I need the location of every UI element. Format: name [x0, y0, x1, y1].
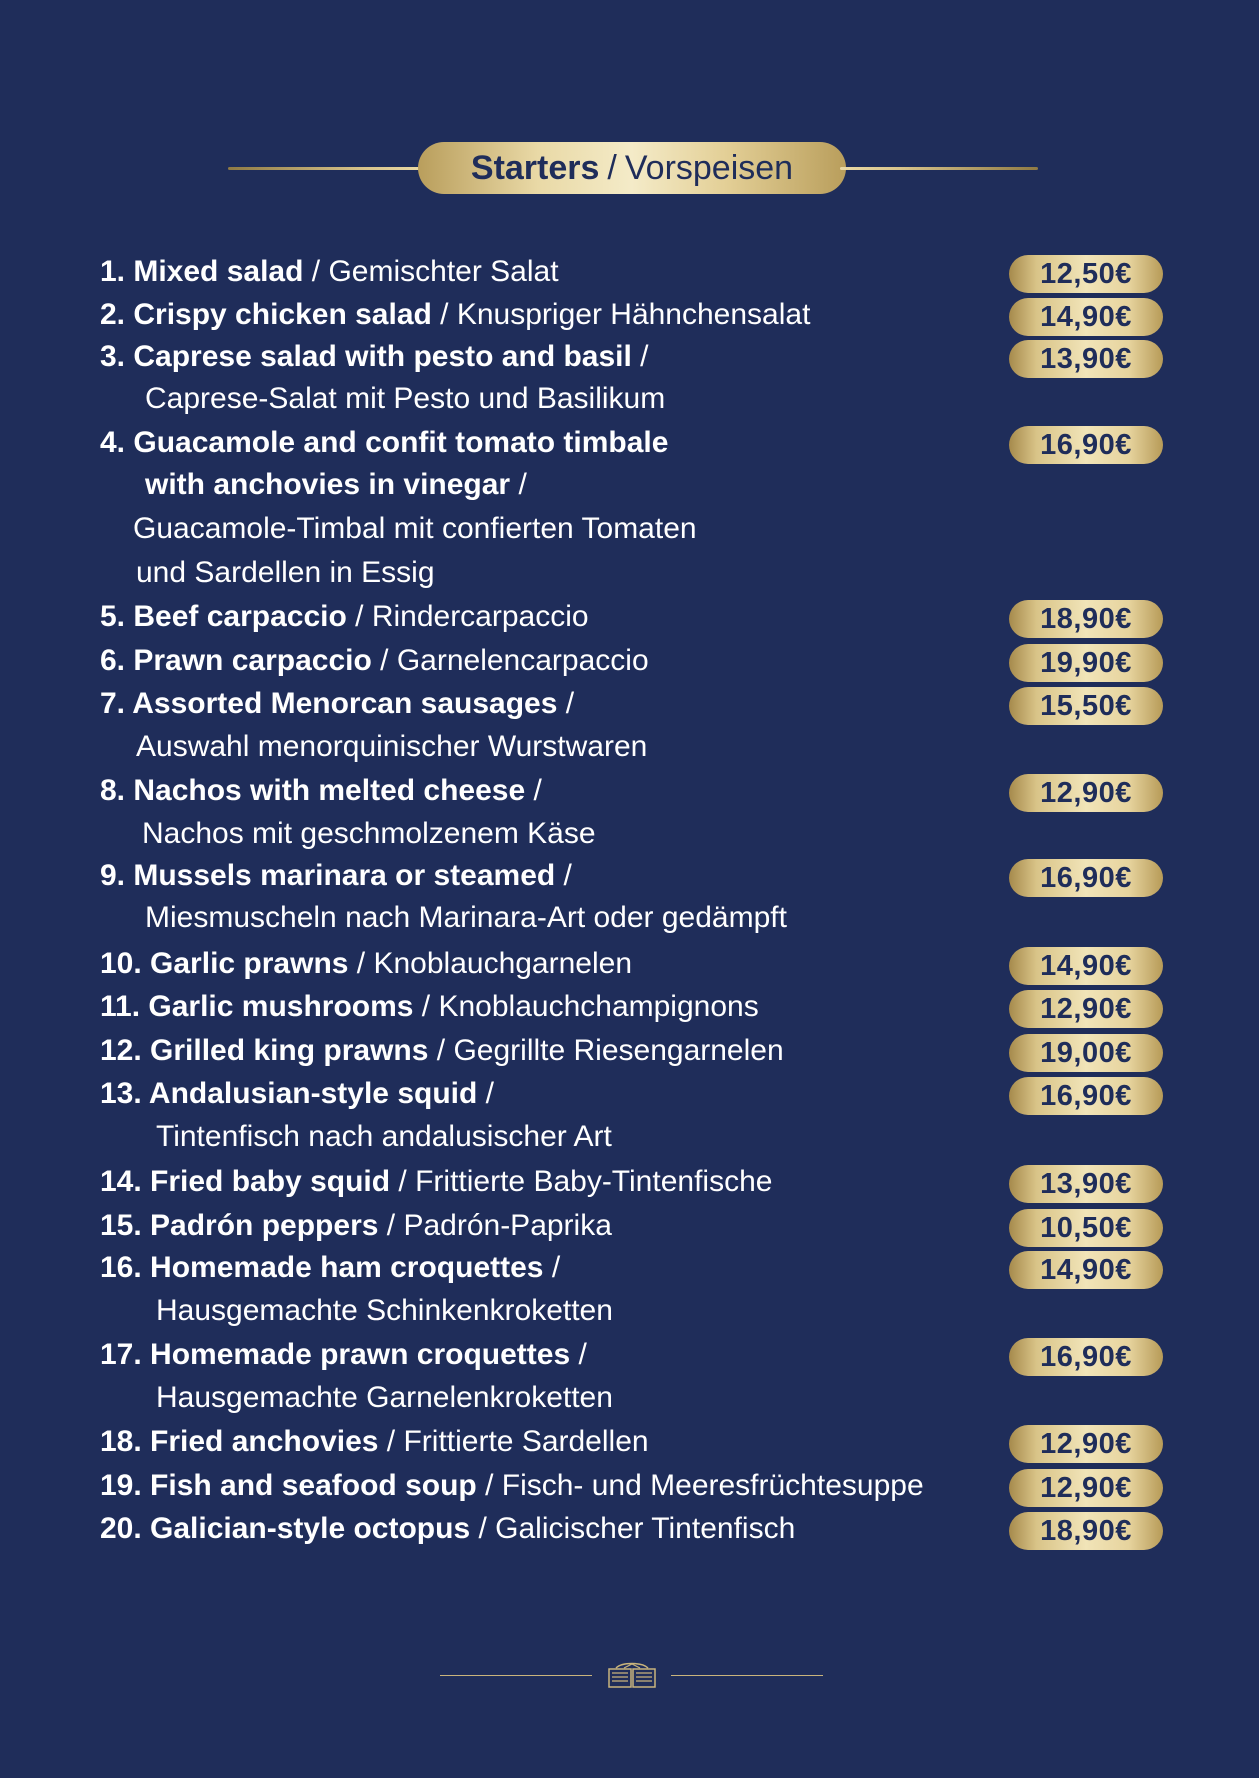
price-badge: 19,00€ [1009, 1034, 1163, 1072]
menu-item [0, 252, 1259, 292]
item-title [100, 1162, 772, 1202]
price-badge: 19,90€ [1009, 644, 1163, 682]
item-name-de: Frittierte Sardellen [403, 1425, 649, 1458]
item-translation [156, 1117, 612, 1157]
item-translation [145, 898, 787, 938]
item-name-en: 15. Padrón peppers [100, 1209, 379, 1242]
menu-item [0, 597, 1259, 637]
price-badge: 15,50€ [1009, 687, 1163, 725]
price-badge: 14,90€ [1009, 1251, 1163, 1289]
item-name-de: Knoblauchchampignons [438, 990, 759, 1023]
item-title [100, 771, 542, 811]
item-name-de: Garnelencarpaccio [396, 644, 649, 677]
item-separator: / [525, 774, 542, 807]
price-badge: 18,90€ [1009, 1512, 1163, 1550]
section-title-separator: / [607, 148, 617, 187]
item-separator: / [510, 468, 527, 501]
menu-item [0, 987, 1259, 1027]
item-title-continued [145, 465, 527, 505]
item-name-de: Frittierte Baby-Tintenfische [415, 1165, 773, 1198]
item-name-de: Fisch- und Meeresfrüchtesuppe [501, 1469, 924, 1502]
item-name-en: 11. Garlic mushrooms [100, 990, 414, 1023]
price-badge: 10,50€ [1009, 1209, 1163, 1247]
price-badge: 18,90€ [1009, 600, 1163, 638]
menu-item [0, 1335, 1259, 1414]
menu-item [0, 771, 1259, 850]
menu-item [0, 295, 1259, 335]
item-separator: / [431, 298, 457, 331]
item-title [100, 684, 574, 724]
item-separator: / [413, 990, 439, 1023]
item-separator: / [470, 1512, 496, 1545]
item-title [100, 1422, 649, 1462]
item-name-de: Auswahl menorquinischer Wurstwaren [136, 730, 648, 763]
price-badge: 16,90€ [1009, 1077, 1163, 1115]
item-title [100, 987, 759, 1027]
item-translation [156, 1291, 613, 1331]
menu-item [0, 1031, 1259, 1071]
menu-item [0, 337, 1259, 415]
item-name-de: Nachos mit geschmolzenem Käse [142, 817, 596, 850]
price-badge: 16,90€ [1009, 426, 1163, 464]
menu-item [0, 1162, 1259, 1202]
item-title [100, 1206, 612, 1246]
item-name-en: 3. Caprese salad with pesto and basil [100, 340, 632, 373]
item-separator: / [348, 947, 374, 980]
price-badge: 12,90€ [1009, 1425, 1163, 1463]
menu-item [0, 423, 1259, 589]
item-separator: / [631, 340, 649, 373]
section-title-en: Starters [470, 148, 600, 187]
item-title [100, 337, 649, 377]
price-badge: 12,50€ [1009, 255, 1163, 293]
item-name-en: 10. Garlic prawns [100, 947, 349, 980]
item-title [100, 1509, 795, 1549]
item-name-de: Knoblauchgarnelen [373, 947, 633, 980]
menu-item [0, 1248, 1259, 1327]
item-name-en: 2. Crispy chicken salad [100, 298, 432, 331]
item-name-en: 5. Beef carpaccio [100, 600, 347, 633]
item-title [100, 1031, 784, 1071]
item-name-de: Gegrillte Riesengarnelen [453, 1034, 784, 1067]
item-title [100, 1335, 587, 1375]
item-title [100, 944, 632, 984]
item-name-en: 13. Andalusian-style squid [100, 1077, 478, 1110]
price-badge: 12,90€ [1009, 990, 1163, 1028]
item-title [100, 295, 810, 335]
item-name-en: 20. Galician-style octopus [100, 1512, 471, 1545]
price-badge: 13,90€ [1009, 1165, 1163, 1203]
item-separator: / [303, 255, 329, 288]
item-name-de: Caprese-Salat mit Pesto und Basilikum [145, 382, 666, 415]
item-title [100, 1248, 560, 1288]
item-name-en: 7. Assorted Menorcan sausages [100, 687, 558, 720]
menu-item [0, 1074, 1259, 1153]
item-translation [156, 1378, 613, 1418]
item-title [100, 1074, 494, 1114]
item-title [100, 641, 649, 681]
footer-divider-right [671, 1675, 823, 1676]
item-title [100, 856, 572, 896]
item-title [100, 597, 589, 637]
item-name-en: 12. Grilled king prawns [100, 1034, 429, 1067]
book-logo-icon [606, 1660, 658, 1692]
header-divider-left [228, 167, 424, 170]
item-name-en: 19. Fish and seafood soup [100, 1469, 477, 1502]
item-name-en: 17. Homemade prawn croquettes [100, 1338, 571, 1371]
item-translation-continued [136, 553, 435, 593]
menu-item [0, 1509, 1259, 1549]
menu-item [0, 684, 1259, 763]
menu-item [0, 1206, 1259, 1246]
menu-item [0, 1422, 1259, 1462]
price-badge: 16,90€ [1009, 1338, 1163, 1376]
item-separator: / [378, 1209, 404, 1242]
price-badge: 16,90€ [1009, 859, 1163, 897]
item-name-en: 9. Mussels marinara or steamed [100, 859, 556, 892]
price-badge: 12,90€ [1009, 1469, 1163, 1507]
item-name-en: 8. Nachos with melted cheese [100, 774, 526, 807]
item-translation [145, 379, 665, 419]
item-title [100, 252, 559, 292]
menu-item [0, 856, 1259, 934]
footer-ornament [0, 1660, 1259, 1692]
menu-item [0, 641, 1259, 681]
item-name-de: Hausgemachte Garnelenkroketten [156, 1381, 613, 1414]
item-name-de: Guacamole-Timbal mit confierten Tomaten [133, 512, 697, 545]
item-translation [133, 509, 697, 549]
item-name-en: 16. Homemade ham croquettes [100, 1251, 544, 1284]
item-translation [136, 727, 647, 767]
item-separator: / [543, 1251, 561, 1284]
item-name-de-line2: und Sardellen in Essig [136, 556, 435, 589]
item-name-de: Galicischer Tintenfisch [495, 1512, 796, 1545]
item-title [100, 1466, 924, 1506]
item-name-de: Hausgemachte Schinkenkroketten [156, 1294, 613, 1327]
item-separator: / [557, 687, 575, 720]
item-separator: / [476, 1469, 502, 1502]
item-name-de: Tintenfisch nach andalusischer Art [156, 1120, 612, 1153]
price-badge: 12,90€ [1009, 774, 1163, 812]
item-separator: / [570, 1338, 587, 1371]
item-name-en: 4. Guacamole and confit tomato timbale [100, 426, 669, 459]
item-title [100, 423, 668, 463]
item-separator: / [371, 644, 397, 677]
section-title-de: Vorspeisen [624, 148, 794, 187]
item-name-de: Miesmuscheln nach Marinara-Art oder gedämpft [145, 901, 787, 934]
price-badge: 14,90€ [1009, 947, 1163, 985]
item-separator: / [477, 1077, 494, 1110]
item-name-de: Knuspriger Hähnchensalat [456, 298, 811, 331]
header-divider-right [840, 167, 1038, 170]
section-header [0, 142, 1259, 194]
item-name-en: 6. Prawn carpaccio [100, 644, 372, 677]
item-separator: / [428, 1034, 454, 1067]
item-name-de: Gemischter Salat [328, 255, 559, 288]
item-name-en: 1. Mixed salad [100, 255, 304, 288]
section-title [418, 142, 846, 194]
item-separator: / [390, 1165, 416, 1198]
item-name-de: Rindercarpaccio [371, 600, 589, 633]
item-name-en: 14. Fried baby squid [100, 1165, 391, 1198]
item-name-en-line2: with anchovies in vinegar [145, 468, 511, 501]
menu-item [0, 1466, 1259, 1506]
item-separator: / [378, 1425, 404, 1458]
item-separator: / [555, 859, 572, 892]
item-name-de: Padrón-Paprika [403, 1209, 612, 1242]
price-badge: 14,90€ [1009, 298, 1163, 336]
price-badge: 13,90€ [1009, 340, 1163, 378]
menu-item [0, 944, 1259, 984]
item-translation [142, 814, 596, 854]
item-name-en: 18. Fried anchovies [100, 1425, 379, 1458]
item-separator: / [346, 600, 372, 633]
footer-divider-left [440, 1675, 592, 1676]
